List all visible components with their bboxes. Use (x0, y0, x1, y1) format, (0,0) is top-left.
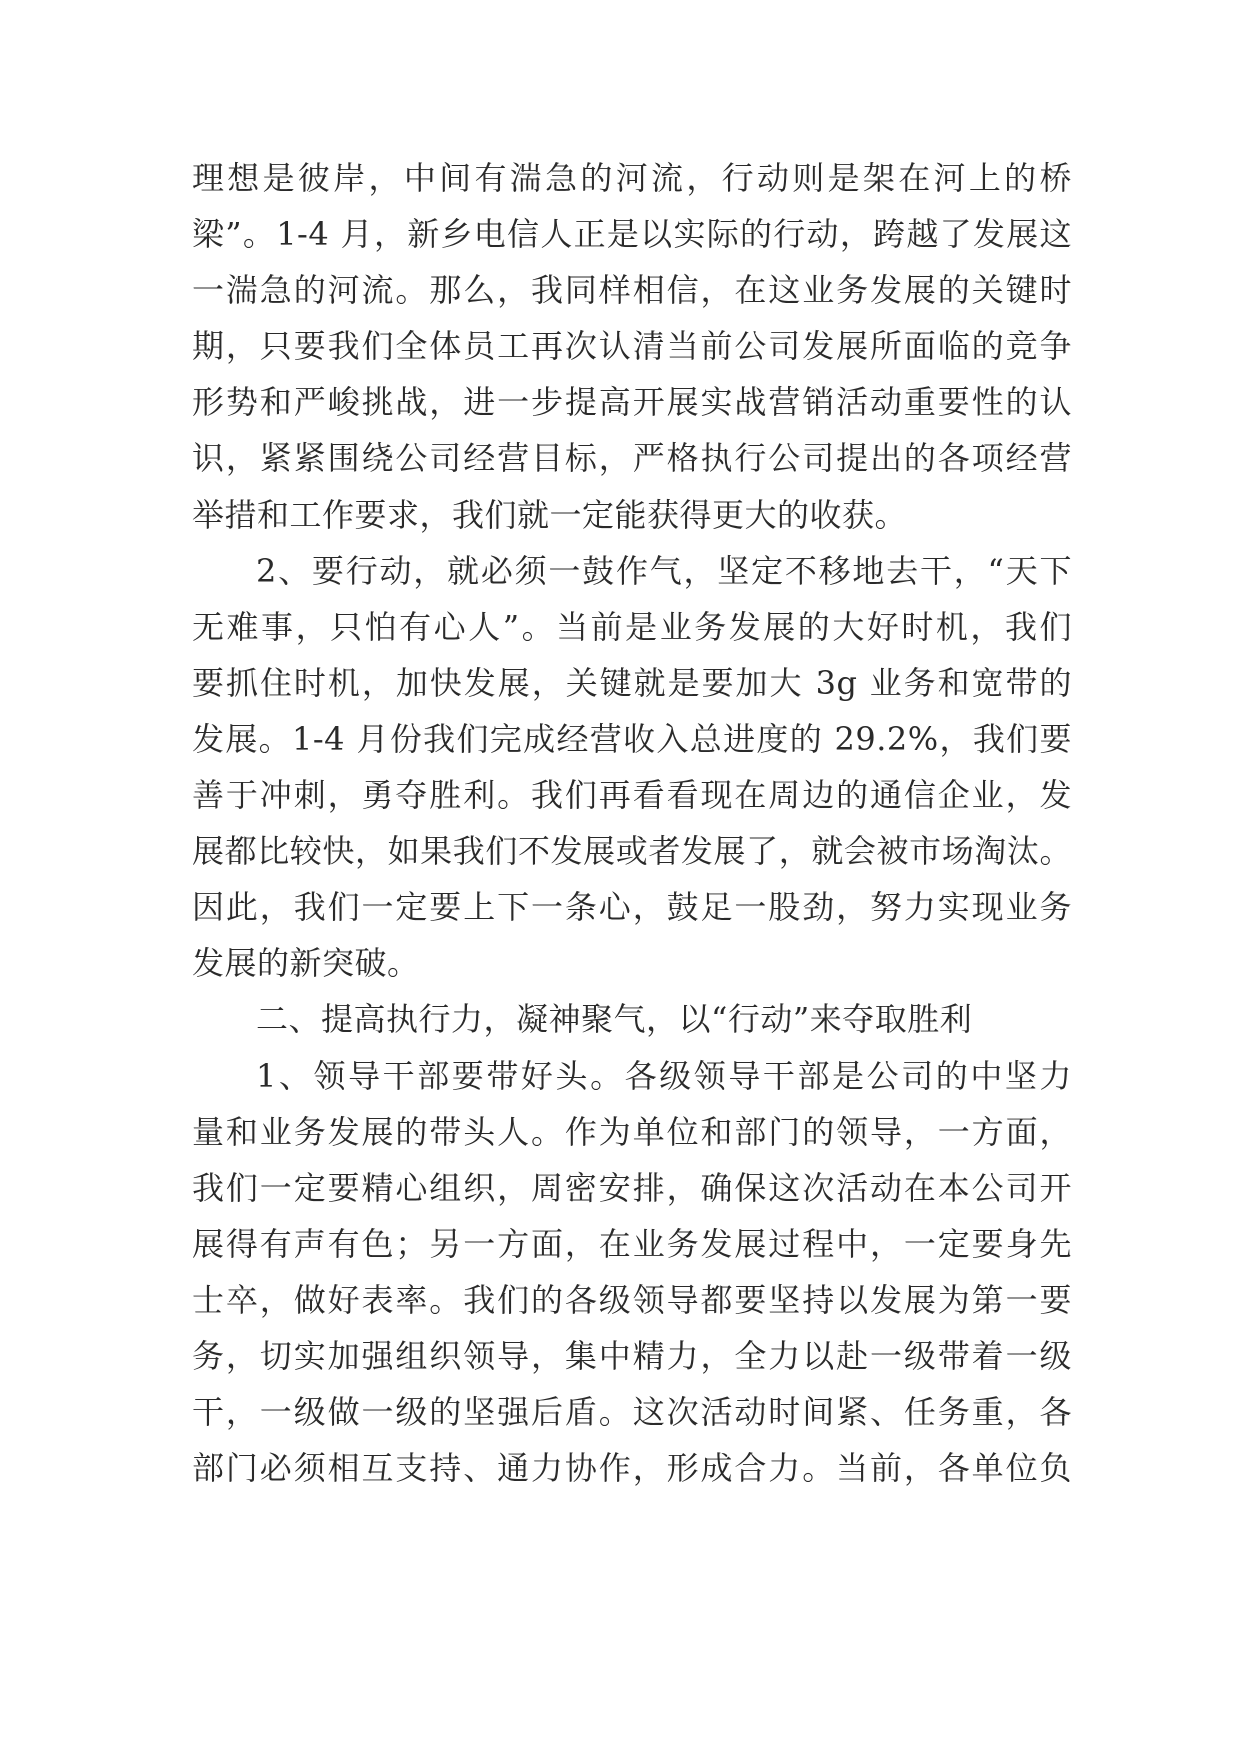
text-line: 形势和严峻挑战，进一步提高开展实战营销活动重要性的认 (192, 383, 1072, 422)
text-line: 务，切实加强组织领导，集中精力，全力以赴一级带着一级 (192, 1336, 1072, 1375)
text-line: 量和业务发展的带头人。作为单位和部门的领导，一方面， (192, 1112, 1072, 1151)
text-line: 识，紧紧围绕公司经营目标，严格执行公司提出的各项经营 (192, 439, 1072, 478)
text-line: 展都比较快，如果我们不发展或者发展了，就会被市场淘汰。 (192, 832, 1072, 871)
text-line: 期，只要我们全体员工再次认清当前公司发展所面临的竞争 (192, 327, 1072, 366)
text-line: 展得有声有色；另一方面，在业务发展过程中，一定要身先 (192, 1224, 1072, 1263)
text-line: 举措和工作要求，我们就一定能获得更大的收获。 (192, 495, 908, 534)
text-line: 无难事，只怕有心人”。当前是业务发展的大好时机，我们 (192, 607, 1072, 646)
text-line: 理想是彼岸，中间有湍急的河流，行动则是架在河上的桥 (192, 159, 1072, 197)
text-line: 干，一级做一级的坚强后盾。这次活动时间紧、任务重，各 (192, 1393, 1072, 1432)
text-line: 因此，我们一定要上下一条心，鼓足一股劲，努力实现业务 (192, 888, 1072, 927)
text-line: 一湍急的河流。那么，我同样相信，在这业务发展的关键时 (192, 271, 1072, 310)
text-line: 善于冲刺，勇夺胜利。我们再看看现在周边的通信企业，发 (192, 776, 1072, 815)
text-line: 士卒，做好表率。我们的各级领导都要坚持以发展为第一要 (192, 1280, 1072, 1319)
body-text (192, 150, 1072, 1496)
text-line: 1、领导干部要带好头。各级领导干部是公司的中坚力 (256, 1056, 1072, 1095)
text-line: 2、要行动，就必须一鼓作气，坚定不移地去干，“天下 (256, 551, 1072, 590)
section-heading: 二、提高执行力，凝神聚气，以“行动”来夺取胜利 (256, 1000, 973, 1039)
text-line: 发展的新突破。 (192, 944, 420, 983)
text-line: 发展。1-4 月份我们完成经营收入总进度的 29.2%，我们要 (192, 719, 1072, 758)
text-line: 我们一定要精心组织，周密安排，确保这次活动在本公司开 (192, 1168, 1072, 1207)
text-line: 要抓住时机，加快发展，关键就是要加大 3g 业务和宽带的 (192, 663, 1072, 702)
text-line: 梁”。1-4 月，新乡电信人正是以实际的行动，跨越了发展这 (192, 215, 1072, 254)
text-line: 部门必须相互支持、通力协作，形成合力。当前，各单位负 (192, 1449, 1072, 1488)
